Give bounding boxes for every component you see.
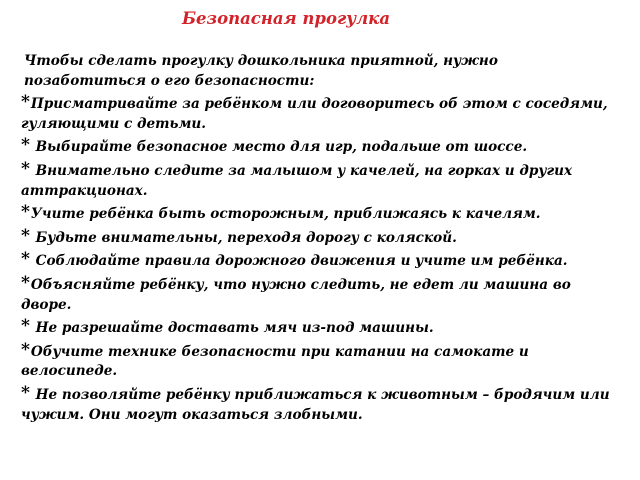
list-item xyxy=(21,135,611,158)
list-item xyxy=(21,158,611,201)
asterisk-bullet-icon: * xyxy=(21,158,30,179)
list-item-text: Не позволяйте ребёнку приближаться к животным – бродячим или чужим. Они могут оказаться злобными. xyxy=(21,386,610,423)
asterisk-bullet-icon: * xyxy=(21,202,30,223)
document-body xyxy=(21,52,611,429)
list-item-text: Обучите технике безопасности при катании на самокате и велосипеде. xyxy=(21,343,529,380)
list-item-text: Внимательно следите за малышом у качелей, на горках и других аттракционах. xyxy=(21,162,573,199)
list-item-text: Объясняйте ребёнку, что нужно следить, не едет ли машина во дворе. xyxy=(21,276,571,313)
asterisk-bullet-icon: * xyxy=(21,382,30,403)
intro-paragraph: Чтобы сделать прогулку дошкольника приятной, нужно позаботиться о его безопасности: xyxy=(24,53,498,89)
list-item-text: Не разрешайте доставать мяч из-под машины. xyxy=(30,320,434,337)
list-item xyxy=(21,92,611,134)
asterisk-bullet-icon: * xyxy=(21,316,30,337)
list-item-text: Будьте внимательны, переходя дорогу с коляской. xyxy=(30,229,457,246)
asterisk-bullet-icon: * xyxy=(21,135,30,156)
list-item xyxy=(21,272,611,315)
asterisk-bullet-icon: * xyxy=(21,225,30,246)
asterisk-bullet-icon: * xyxy=(21,249,30,270)
list-item xyxy=(21,249,611,272)
list-item-text: Учите ребёнка быть осторожным, приближаясь к качелям. xyxy=(30,206,541,223)
list-item xyxy=(21,339,611,382)
list-item xyxy=(21,316,611,339)
list-item-text: Соблюдайте правила дорожного движения и учите им ребёнка. xyxy=(30,253,568,270)
list-item xyxy=(21,225,611,249)
asterisk-bullet-icon: * xyxy=(21,92,30,113)
asterisk-bullet-icon: * xyxy=(21,339,30,360)
list-item-text: Присматривайте за ребёнком или договоритесь об этом с соседями, гуляющими с детьми. xyxy=(21,96,608,132)
list-item xyxy=(21,382,611,425)
document-title: Безопасная прогулка xyxy=(181,9,391,28)
list-item-text: Выбирайте безопасное место для игр, подальше от шоссе. xyxy=(30,139,528,156)
asterisk-bullet-icon: * xyxy=(21,272,30,293)
list-item xyxy=(21,202,611,225)
